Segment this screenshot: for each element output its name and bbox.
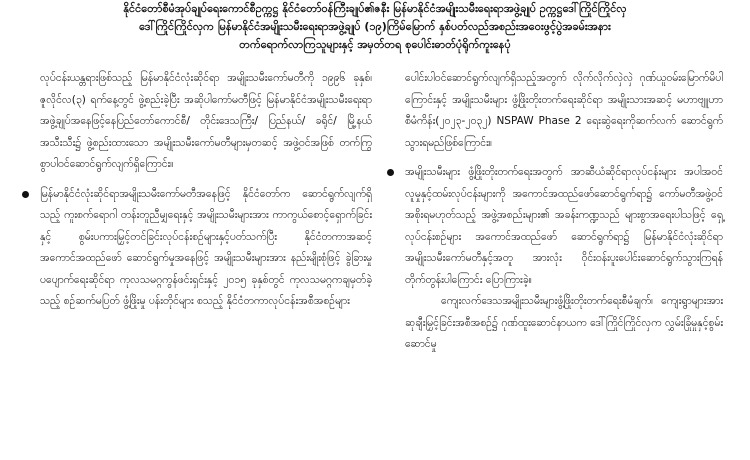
caption-line-1: နိုင်ငံတော်စီမံအုပ်ချုပ်ရေးကောင်စီဥက္ကဋ္ဌ နိုင်ငံတော်ဝန်ကြီးချုပ်၏ဇနီး မြန်မာနိုင်ငံအမျိုးသမီးရေးရာအဖွဲ့ချုပ် ဥက္ကဋ္ဌဒေါ်ကြိုင်ကြိုင်လှ (123, 2, 627, 15)
bullet-icon (387, 169, 394, 176)
caption-line-3: တက်ရောက်လာကြသူများနှင့် အမှတ်တရ စုပေါင်းဓာတ်ပုံရိုက်ကူးနေပုံ (239, 38, 511, 51)
right-paragraph-3: ကျေးလက်ဒေသအမျိုးသမီးများဖွံ့ဖြိုးတိုးတက်ရေးစီမံချက်၊ ကျေးရွာများအား ဆုချီးမြှင့်ခြင်းအစီအစဉ်၌ ဂုဏ်ထူးဆောင်နာယက ဒေါ်ကြိုင်ကြိုင်လှက လွှမ်းခြုံမှုနှင့်စွမ်းဆောင်မှု (405, 295, 723, 350)
left-bullet-item (40, 184, 372, 313)
right-bullet-item (405, 162, 723, 291)
left-paragraph-1: လုပ်ငန်းယန္တရားဖြစ်သည့် မြန်မာနိုင်ငံလုံးဆိုင်ရာ အမျိုးသမီးကော်မတီကို ၁၉၉၆ ခုနှစ်၊ ဇူလိုင်လ(၃) ရက်နေ့တွင် ဖွဲ့စည်းခဲ့ပြီး အဆိုပါကော်မတီဖြင့် မြန်မာနိုင်ငံအမျိုးသမီးရေးရာအဖွဲ့ချုပ်အနေဖြင့်နေပြည်တော်ကောင်စီ/ တိုင်းဒေသကြီး/ ပြည်နယ်/ ခရိုင်/ မြို့နယ်အသီးသီး၌ ဖွဲ့စည်းထားသော အမျိုးသမီးကော်မတီများမှတဆင့် အဖွဲ့ဝင်အဖြစ် တက်ကြွစွာပါဝင်ဆောင်ရွက်လျက်ရှိကြောင်း။ (40, 72, 372, 170)
right-paragraph-1: ပေါင်းပါဝင်ဆောင်ရွက်လျက်ရှိသည့်အတွက် လိုက်လိုက်လှဲလှဲ ဂုဏ်ယူဝမ်းမြောက်မိပါကြောင်းနှင့် အမျိုးသမီးများ ဖွံ့ဖြိုးတိုးတက်ရေးဆိုင်ရာ အမျိုးသားအဆင့် မဟာဗျူဟာစီမံကိန်း(၂၀၂၃-၂၀၃၂) NSPAW Phase 2 ရေးဆွဲရေးကိုဆက်လက် ဆောင်ရွက်သွားရမည်ဖြစ်ကြောင်း။ (405, 72, 723, 149)
photo-caption (20, 0, 730, 54)
left-paragraph-2: မြန်မာနိုင်ငံလုံးဆိုင်ရာအမျိုးသမီးကော်မတီအနေဖြင့် နိုင်ငံတော်က ဆောင်ရွက်လျက်ရှိသည့် ကူးစက်ရောဂါ တန်းတူညီမျှရေးနှင့် အမျိုးသမီးများအား ကာကွယ်စောင့်ရှောက်ခြင်းနှင့် စွမ်းပကားမြှင့်တင်ခြင်းလုပ်ငန်းစဉ်များနှင့်ပတ်သက်ပြီး နိုင်ငံတကာအဆင့်အကောင်အထည်ဖော် ဆောင်ရွက်မှုအနေဖြင့် အမျိုးသမီးများအား နည်းမျိုးစုံဖြင့် ခွဲခြားမှု ပပျောက်ရေးဆိုင်ရာ ကုလသမဂ္ဂကွန်ဖင်းရှင်းနှင့် ၂၀၁၅ ခုနှစ်တွင် ကုလသမဂ္ဂကချမှတ်ခဲ့သည့် စဉ်ဆက်မပြတ် ဖွံ့ဖြိုးမှု ပန်းတိုင်များ စသည့် နိုင်ငံတကာလုပ်ငန်းအစီအစဉ်များ (40, 187, 372, 307)
bullet-icon (22, 191, 29, 198)
right-paragraph-2: အမျိုးသမီးများ ဖွံ့ဖြိုးတိုးတက်ရေးအတွက် အာဆီယံဆိုင်ရာလုပ်ငန်းများ အပါအဝင် လူမှုနှင့်ထမ်းလုပ်ငန်းများကို အကောင်အထည်ဖော်ဆောင်ရွက်ရာ၌ ကော်မတီအဖွဲ့ဝင်အစိုးရမဟုတ်သည့် အဖွဲ့အစည်းများ၏ အခန်းကဏ္ဍသည် များစွာအရေးပါသဖြင့် ရှေ့လုပ်ငန်းစဉ်များ အကောင်အထည်ဖော် ဆောင်ရွက်ရာ၌ မြန်မာနိုင်ငံလုံးဆိုင်ရာ အမျိုးသမီးကော်မတီနှင့်အတူ အားလုံး ဝိုင်းဝန်းပူးပေါင်းဆောင်ရွက်သွားကြရန် တိုက်တွန်းပါကြောင်း ပြောကြားခဲ့။ (405, 166, 723, 286)
caption-line-2: ဒေါ်ကြိုင်ကြိုင်လှက မြန်မာနိုင်ငံအမျိုးသမီးရေးရာအဖွဲ့ချုပ် (၁၉)ကြိမ်မြောက် နှစ်ပတ်လည်အစည်းအဝေးဖွင့်ပွဲအခမ်းအနား (139, 20, 611, 33)
left-column (40, 68, 372, 313)
right-column (405, 68, 723, 356)
